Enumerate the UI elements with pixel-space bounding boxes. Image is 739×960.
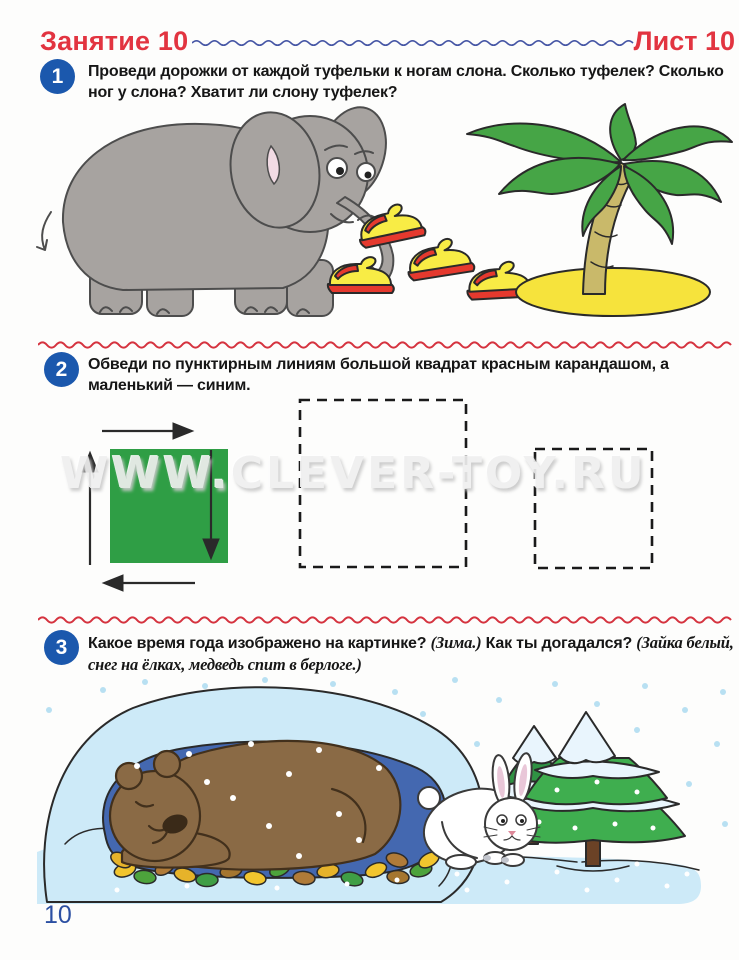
- task-2-number-badge: [44, 352, 79, 387]
- site-watermark: WWW.CLEVER-TOY.RU: [60, 448, 647, 499]
- rabbit-head: [485, 798, 537, 850]
- page-number: 10: [44, 901, 72, 929]
- bear-icon: [110, 741, 400, 870]
- task-2-instruction: Обведи по пунктирным линиям большой квадрат красным карандашом, а маленький — синим.: [88, 356, 669, 395]
- task-3-number-badge: [44, 630, 79, 665]
- task-1-number: 1: [51, 64, 64, 88]
- header-wavy-line: [192, 37, 642, 49]
- squares-tracing-illustration: [35, 393, 735, 605]
- elephant-shoes-palm-illustration: [35, 102, 735, 340]
- task-3-instruction: [88, 632, 738, 677]
- task-1-instruction: Проведи дорожки от каждой туфельки к ногам слона. Сколько туфелек? Сколько ног у слона? Хватит ли слону туфелек?: [88, 63, 724, 102]
- sand-island: [516, 268, 710, 316]
- section-divider-1: [38, 339, 735, 351]
- task-2-number: 2: [55, 357, 68, 381]
- shoe-icon-1: [354, 200, 426, 249]
- winter-scene-illustration: [37, 674, 737, 908]
- task-3-question-2: Как ты догадался?: [481, 635, 637, 652]
- sheet-label: Лист 10: [633, 26, 735, 56]
- section-divider-2: [38, 614, 735, 626]
- task-3-question-1: Какое время года изображено на картинке?: [88, 635, 431, 652]
- task-3-number: 3: [55, 635, 68, 659]
- shoe-icon-3: [404, 235, 475, 281]
- task-3-answer-2: (Зайка белый, снег на ёлках, медведь спит в берлоге.): [88, 633, 734, 675]
- task-3-answer-1: (Зима.): [430, 633, 482, 652]
- task-1-number-badge: [40, 59, 75, 94]
- page-title: Занятие 10: [40, 26, 189, 56]
